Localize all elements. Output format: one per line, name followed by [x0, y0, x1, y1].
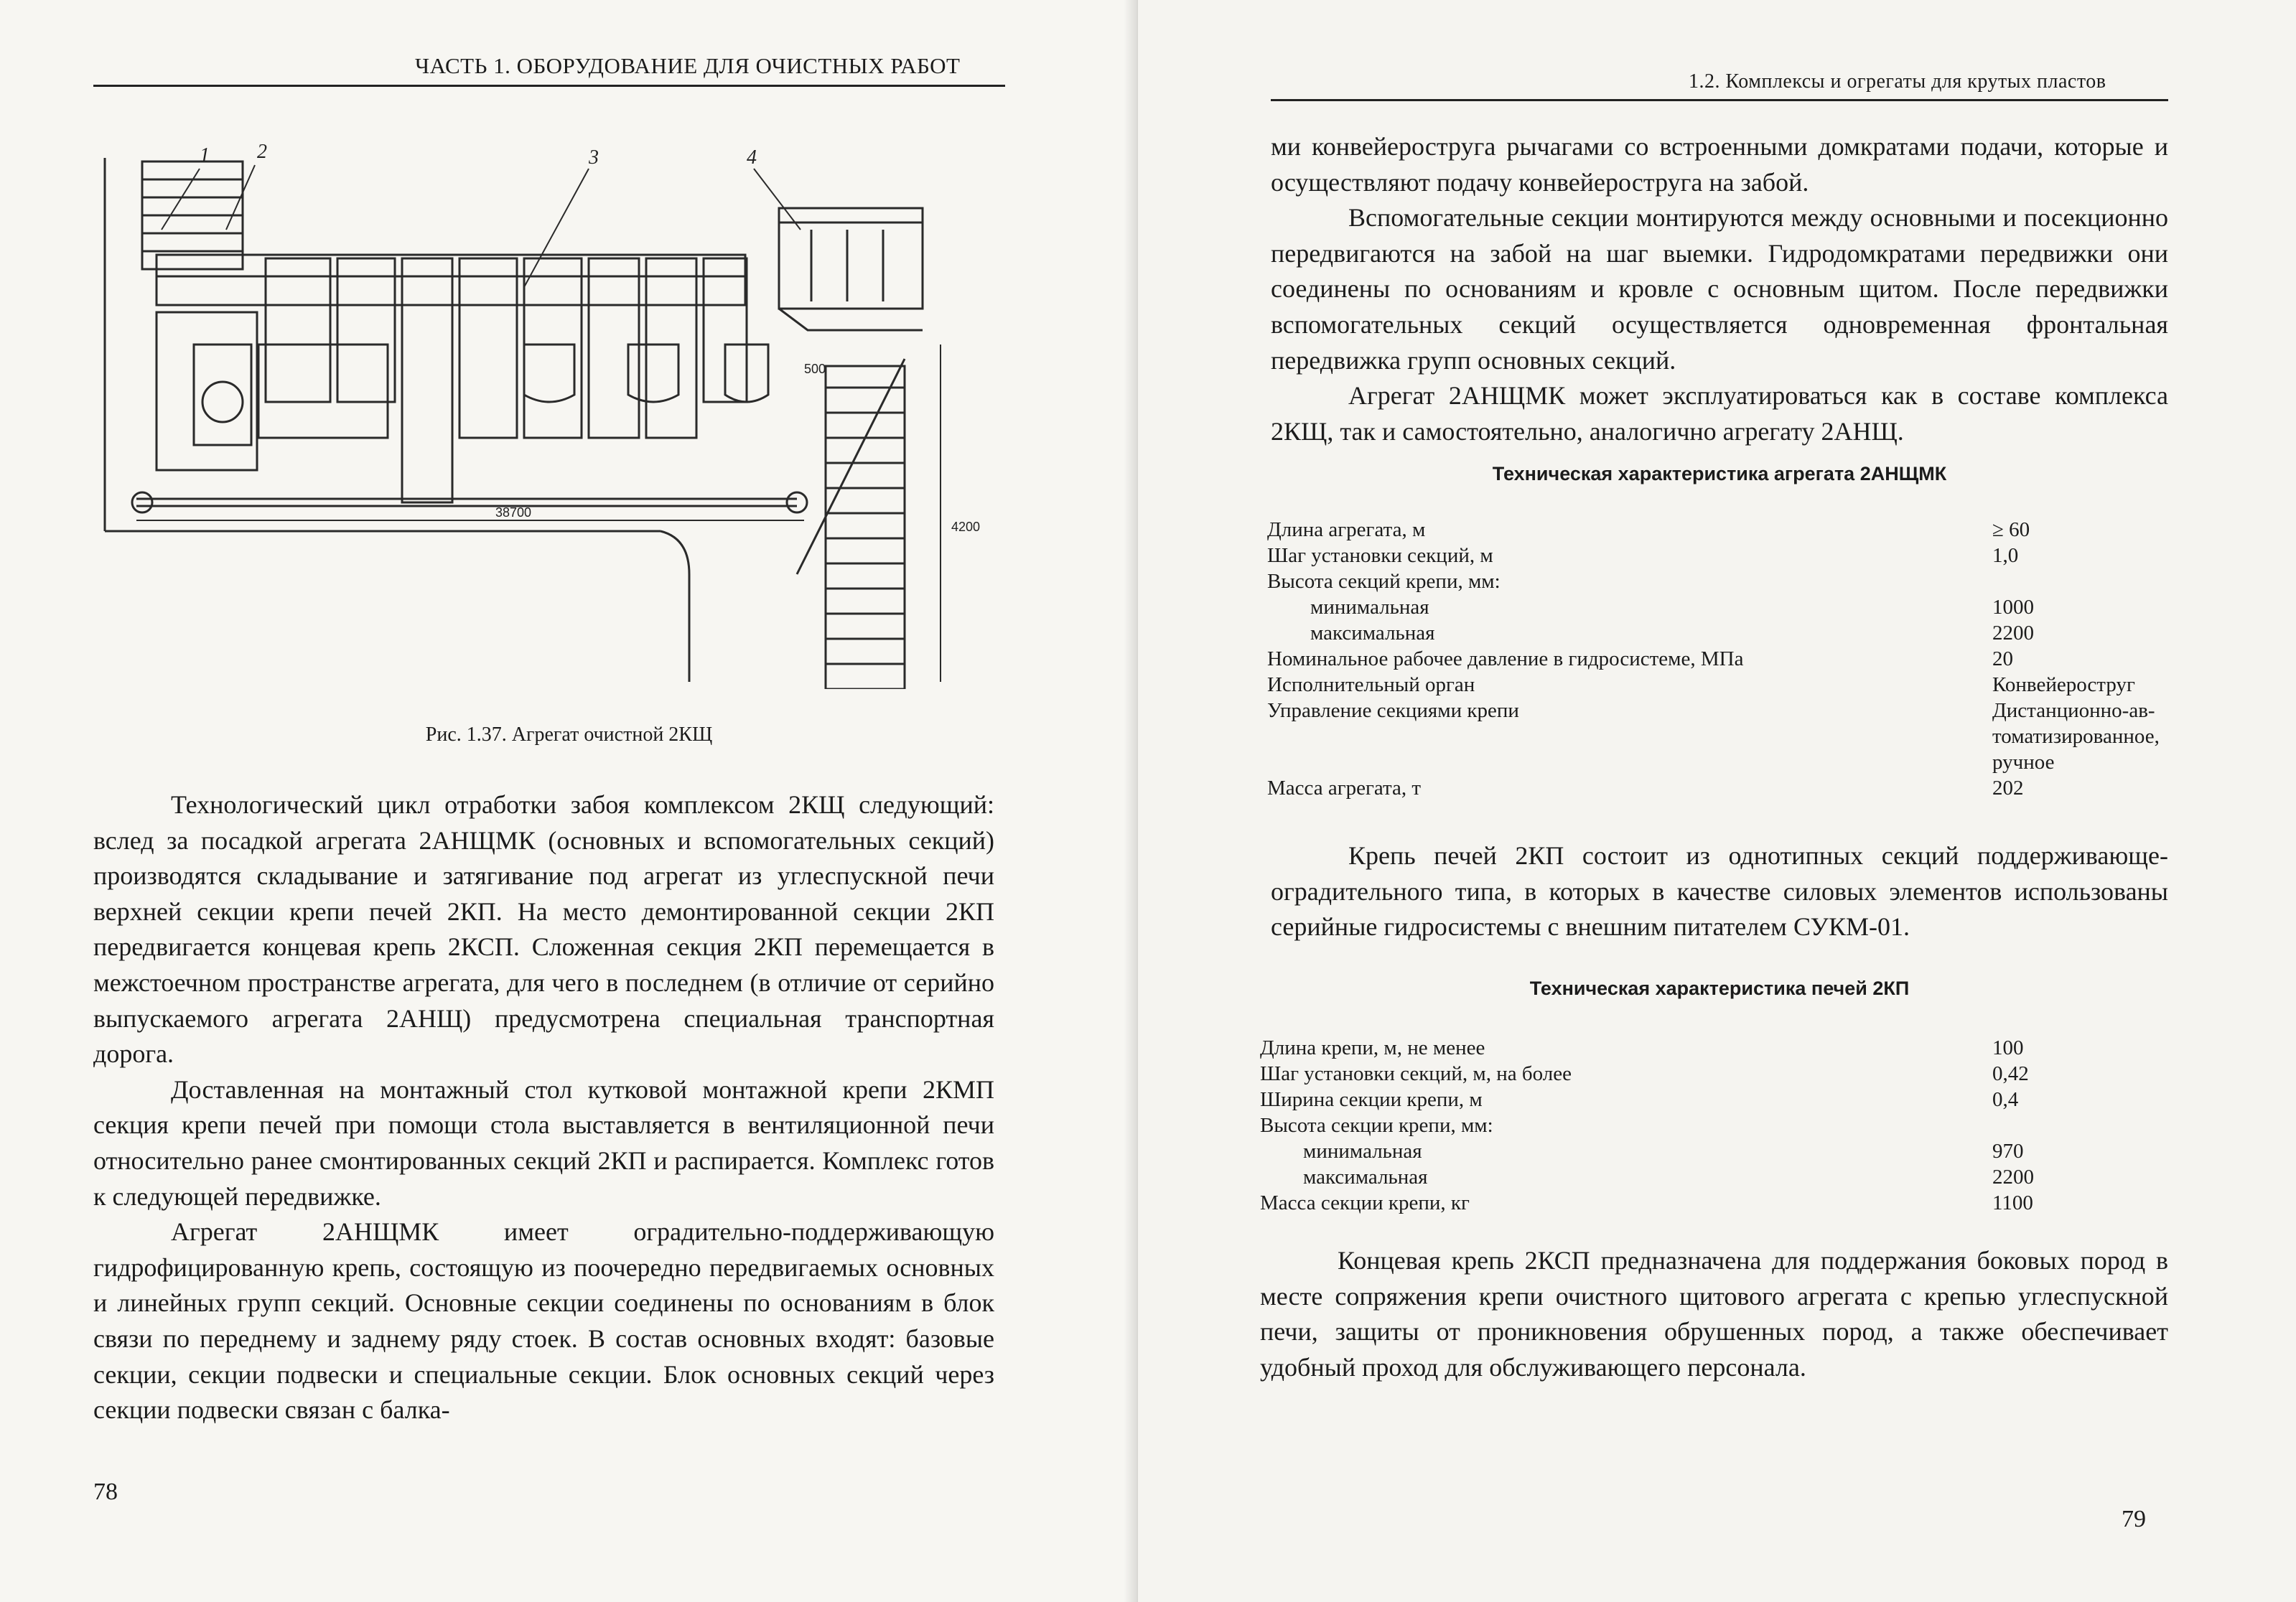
spec-label: Масса секции крепи, кг — [1260, 1191, 1470, 1214]
spec-row — [1260, 1164, 2165, 1190]
right-body-mid — [1271, 838, 2168, 945]
spec-label: Длина агрегата, м — [1267, 518, 1426, 541]
spec-value: 1100 — [1992, 1191, 2033, 1214]
spec-label: минимальная — [1303, 1140, 1422, 1163]
page-number-right: 79 — [2122, 1506, 2146, 1532]
header-rule-right — [1271, 99, 2168, 101]
spec-row — [1260, 1112, 2165, 1138]
spec-row — [1267, 646, 2172, 672]
spec-row — [1260, 1087, 2165, 1112]
spec-value: 20 — [1992, 647, 2013, 670]
spec-row — [1260, 1190, 2165, 1216]
spec-value: ≥ 60 — [1992, 518, 2030, 541]
spec-value: ручное — [1992, 751, 2055, 774]
callout-2: 2 — [257, 141, 267, 163]
page-number-left: 78 — [93, 1479, 118, 1505]
paragraph: Вспомогательные секции монтируются между основными и посекционно передвигаются на забой на шаг выемки. Гидродомкратами передвижки они соединены по основаниям и кровле с основным щитом. После передвижки вспомогательных секций осуществляется одновременная фронтальная передвижка групп основных секций. — [1271, 203, 2168, 375]
spec1-table — [1267, 517, 2172, 801]
paragraph: Доставленная на монтажный стол кутковой монтажной крепи 2КМП секция крепи печей при помощи стола выставляется в вентиляционной печи относительно ранее смонтированных секций 2КП и распирается. Комплекс готов к следующей передвижке. — [93, 1074, 994, 1211]
right-body-top — [1271, 129, 2168, 449]
spec-label: Исполнительный орган — [1267, 673, 1475, 696]
paragraph: Агрегат 2АНЩМК имеет оградительно-поддерживающую гидрофицированную крепь, состоящую из поочередно передвигаемых основных и линейных групп секций. Основные секции соединены по основаниям в блок связи по переднему и заднему ряду стоек. В состав основных входят: базовые секции, секции подвески и специальные секции. Блок основных секций через секции подвески связан с балка- — [93, 1217, 994, 1425]
spec-label: максимальная — [1310, 622, 1435, 645]
spec-row — [1260, 1035, 2165, 1061]
spec2-title: Техническая характеристика печей 2КП — [1529, 978, 1910, 999]
dim-4200: 4200 — [951, 520, 981, 534]
right-body-bottom — [1260, 1243, 2168, 1385]
spec-row — [1260, 1138, 2165, 1164]
spec-value: 2200 — [1992, 622, 2034, 645]
running-head-right: 1.2. Комплексы и огрегаты для крутых пластов — [1689, 70, 2106, 93]
spec-label: Длина крепи, м, не менее — [1260, 1036, 1485, 1059]
spec-value: 2200 — [1992, 1166, 2034, 1189]
spec-value: Конвейероструг — [1992, 673, 2135, 696]
spec-value: 970 — [1992, 1140, 2024, 1163]
spec-label: Высота секции крепи, мм: — [1260, 1114, 1493, 1137]
spec1-title: Техническая характеристика агрегата 2АНЩМК — [1492, 463, 1947, 484]
spec-value: 1,0 — [1992, 544, 2019, 567]
paragraph: Концевая крепь 2КСП предназначена для поддержания боковых пород в месте сопряжения крепи очистного щитового агрегата с крепью углеспускной печи, защиты от проникновения обрушенных пород, а также обеспечивает удобный проход для обслуживающего персонала. — [1260, 1246, 2168, 1382]
spec-row — [1267, 775, 2172, 801]
spec-row — [1260, 1061, 2165, 1087]
spec-value: 202 — [1992, 777, 2024, 800]
callout-1: 1 — [200, 144, 210, 167]
running-head-left: ЧАСТЬ 1. ОБОРУДОВАНИЕ ДЛЯ ОЧИСТНЫХ РАБОТ — [415, 53, 961, 78]
technical-drawing — [93, 129, 1005, 689]
figure-aggregate-2kshch — [93, 129, 1005, 689]
spec-value: 0,4 — [1992, 1088, 2019, 1111]
dim-38700: 38700 — [495, 505, 532, 520]
spec-value: томатизированное, — [1992, 725, 2160, 748]
spec-row — [1267, 543, 2172, 568]
spec-row — [1267, 698, 2172, 723]
spec-label: Масса агрегата, т — [1267, 777, 1422, 800]
spec-value: 1000 — [1992, 596, 2034, 619]
spec-row — [1267, 723, 2172, 749]
spec2-table — [1260, 1035, 2165, 1216]
dim-500: 500 — [804, 362, 826, 376]
left-page — [0, 0, 1138, 1602]
paragraph: Крепь печей 2КП состоит из однотипных секций поддерживающе-оградительного типа, в которых в качестве силовых элементов использованы серийные гидросистемы с внешним питателем СУКМ-01. — [1271, 841, 2168, 942]
spec-label: Шаг установки секций, м — [1267, 544, 1493, 567]
spec-row — [1267, 517, 2172, 543]
right-page — [1138, 0, 2296, 1602]
callout-4: 4 — [747, 146, 757, 169]
callout-3: 3 — [589, 146, 599, 169]
spec-label: максимальная — [1303, 1166, 1428, 1189]
spec-row — [1267, 672, 2172, 698]
figure-caption: Рис. 1.37. Агрегат очистной 2КЩ — [425, 723, 713, 746]
spec-label: Ширина секции крепи, м — [1260, 1088, 1483, 1111]
spec-row — [1267, 620, 2172, 646]
spec-label: Номинальное рабочее давление в гидросистеме, МПа — [1267, 647, 1744, 670]
spec-row — [1267, 749, 2172, 775]
paragraph: Технологический цикл отработки забоя комплексом 2КЩ следующий: вслед за посадкой агрегата 2АНЩМК (основных и вспомогательных секций) производятся складывание и затягивание под агрегат из углеспускной печи верхней секции крепи печей 2КП. На место демонтированной секции 2КП передвигается концевая крепь 2КСП. Сложенная секция 2КП перемещается в межстоечном пространстве агрегата, для чего в последнем (в отличие от серийно выпускаемого агрегата 2АНЩ) предусмотрена специальная транспортная дорога. — [93, 790, 994, 1069]
spec-label: Управление секциями крепи — [1267, 699, 1519, 722]
spec-value: 100 — [1992, 1036, 2024, 1059]
spec-value: Дистанционно-ав- — [1992, 699, 2155, 722]
spec-label: Высота секций крепи, мм: — [1267, 570, 1501, 593]
paragraph: ми конвейероструга рычагами со встроенными домкратами подачи, которые и осуществляют подачу конвейероструга на забой. — [1271, 132, 2168, 197]
header-rule-left — [93, 85, 1005, 87]
spec-label: минимальная — [1310, 596, 1429, 619]
spec-value: 0,42 — [1992, 1062, 2029, 1085]
spec-row — [1267, 594, 2172, 620]
paragraph: Агрегат 2АНЩМК может эксплуатироваться как в составе комплекса 2КЩ, так и самостоятельно, аналогично агрегату 2АНЩ. — [1271, 381, 2168, 446]
left-body — [93, 787, 994, 1428]
spec-label: Шаг установки секций, м, на более — [1260, 1062, 1572, 1085]
spec-row — [1267, 568, 2172, 594]
